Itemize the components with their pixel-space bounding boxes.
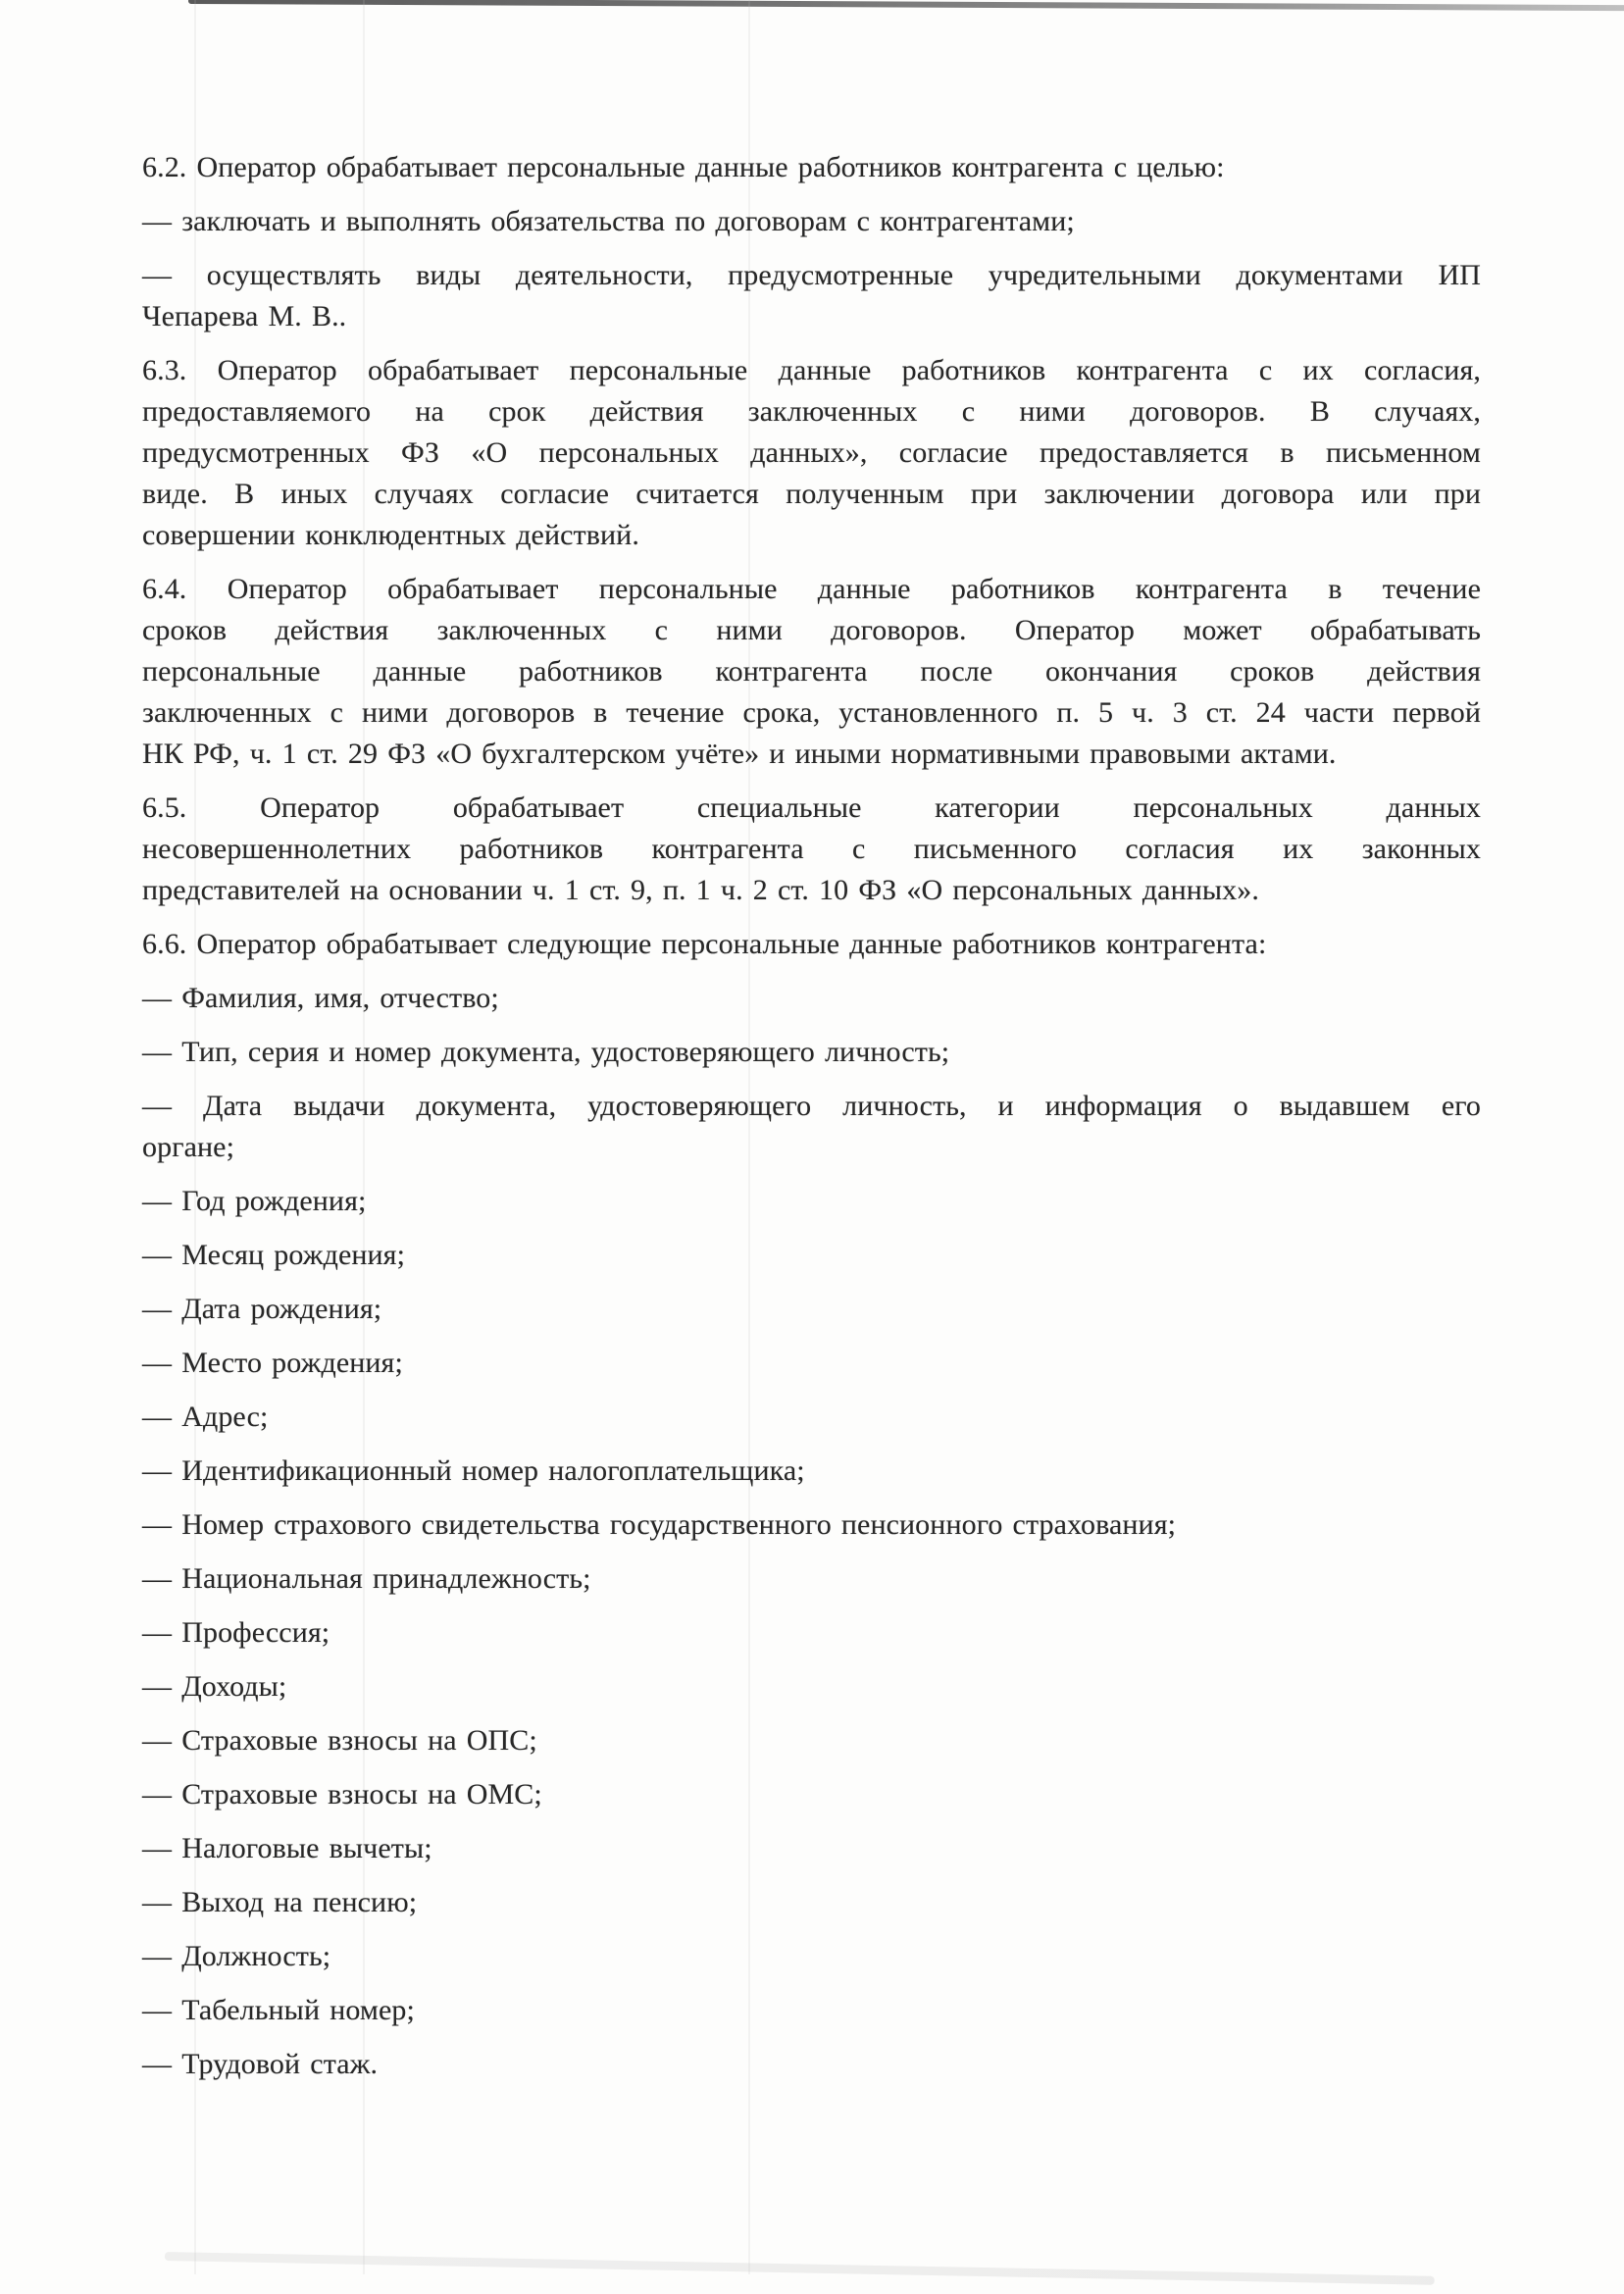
list-item [142, 1343, 1481, 1384]
list-item [142, 1990, 1481, 2031]
text-line: — Номер страхового свидетельства государственного пенсионного страхования; [142, 1508, 1177, 1541]
list-item [142, 1181, 1481, 1222]
text-line: — Фамилия, имя, отчество; [142, 982, 499, 1014]
text-line: 6.4. Оператор обрабатывает персональные данные работников контрагента в течение [142, 573, 1481, 605]
text-line: — Место рождения; [142, 1347, 403, 1379]
scan-edge-artifact-bottom [165, 2252, 1435, 2285]
text-line: персональные данные работников контрагента после окончания сроков действия [142, 655, 1481, 688]
text-line: — Налоговые вычеты; [142, 1832, 432, 1864]
text-line: — Национальная принадлежность; [142, 1562, 591, 1595]
text-line: — Тип, серия и номер документа, удостоверяющего личность; [142, 1036, 950, 1068]
list-item [142, 1774, 1481, 1815]
list-item [142, 1235, 1481, 1276]
list-item [142, 1612, 1481, 1654]
text-line: 6.5. Оператор обрабатывает специальные категории персональных данных [142, 791, 1481, 824]
text-line: — Профессия; [142, 1616, 330, 1649]
list-item [142, 978, 1481, 1019]
text-line: органе; [142, 1131, 235, 1163]
text-line: предоставляемого на срок действия заключенных с ними договоров. В случаях, [142, 395, 1481, 428]
text-line: — Год рождения; [142, 1185, 367, 1217]
text-line: несовершеннолетних работников контрагента с письменного согласия их законных [142, 833, 1481, 865]
list-item [142, 255, 1481, 337]
text-line: заключенных с ними договоров в течение срока, установленного п. 5 ч. 3 ст. 24 части первой [142, 696, 1481, 729]
text-line: — Дата выдачи документа, удостоверяющего личность, и информация о выдавшем его [142, 1090, 1481, 1122]
text-line: — Доходы; [142, 1670, 287, 1703]
text-line: представителей на основании ч. 1 ст. 9, п. 1 ч. 2 ст. 10 ФЗ «О персональных данных». [142, 874, 1259, 906]
text-line: — Страховые взносы на ОПС; [142, 1724, 537, 1757]
text-line: виде. В иных случаях согласие считается полученным при заключении договора или при [142, 478, 1481, 510]
list-item [142, 1666, 1481, 1708]
clause-paragraph [142, 924, 1481, 965]
clause-paragraph [142, 350, 1481, 556]
list-item [142, 1882, 1481, 1923]
text-line: — Месяц рождения; [142, 1239, 406, 1271]
text-line: Чепарева М. В.. [142, 300, 347, 332]
text-line: 6.2. Оператор обрабатывает персональные данные работников контрагента с целью: [142, 151, 1225, 183]
list-item [142, 2044, 1481, 2085]
text-line: сроков действия заключенных с ними договоров. Оператор может обрабатывать [142, 614, 1481, 646]
text-line: — Идентификационный номер налогоплательщика; [142, 1454, 805, 1487]
list-item [142, 1720, 1481, 1761]
text-line: — Трудовой стаж. [142, 2048, 379, 2080]
clause-paragraph [142, 147, 1481, 188]
text-line: — Табельный номер; [142, 1994, 415, 2026]
list-item [142, 1397, 1481, 1438]
text-line: — Страховые взносы на ОМС; [142, 1778, 542, 1810]
text-line: — Адрес; [142, 1401, 269, 1433]
list-item [142, 1289, 1481, 1330]
text-line: 6.3. Оператор обрабатывает персональные данные работников контрагента с их согласия, [142, 354, 1481, 386]
text-line: НК РФ, ч. 1 ст. 29 ФЗ «О бухгалтерском учёте» и иными нормативными правовыми актами. [142, 738, 1337, 770]
list-item [142, 1451, 1481, 1492]
scan-edge-artifact-top [188, 0, 1624, 11]
list-item [142, 1086, 1481, 1168]
text-line: — Должность; [142, 1940, 331, 1972]
list-item [142, 201, 1481, 242]
list-item [142, 1936, 1481, 1977]
list-item [142, 1828, 1481, 1869]
text-line: — Выход на пенсию; [142, 1886, 418, 1918]
list-item [142, 1032, 1481, 1073]
clause-paragraph [142, 569, 1481, 775]
text-line: совершении конклюдентных действий. [142, 519, 639, 551]
document-body [142, 147, 1481, 2098]
list-item [142, 1558, 1481, 1600]
text-line: — Дата рождения; [142, 1293, 382, 1325]
text-line: 6.6. Оператор обрабатывает следующие персональные данные работников контрагента: [142, 928, 1267, 960]
clause-paragraph [142, 788, 1481, 911]
text-line: — заключать и выполнять обязательства по договорам с контрагентами; [142, 205, 1075, 237]
text-line: — осуществлять виды деятельности, предусмотренные учредительными документами ИП [142, 259, 1481, 291]
text-line: предусмотренных ФЗ «О персональных данных», согласие предоставляется в письменном [142, 436, 1481, 469]
list-item [142, 1504, 1481, 1546]
